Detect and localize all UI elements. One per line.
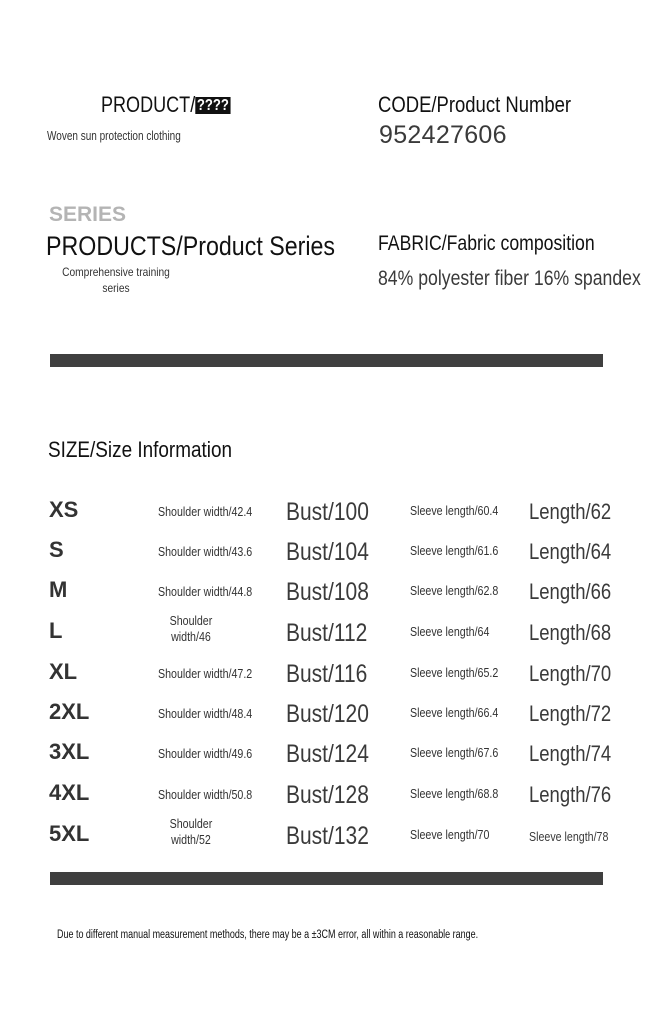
sleeve-length: Sleeve length/65.2 xyxy=(410,665,499,680)
fabric-composition: 84% polyester fiber 16% spandex xyxy=(378,267,641,290)
size-label: XL xyxy=(49,659,78,684)
sleeve-length: Sleeve length/64 xyxy=(410,624,490,639)
bust: Bust/128 xyxy=(286,781,369,809)
series-title: PRODUCTS/Product Series xyxy=(46,231,336,261)
divider-top xyxy=(50,354,603,367)
series-watermark: SERIES xyxy=(49,203,127,226)
size-row-s xyxy=(0,534,653,574)
sleeve-length: Sleeve length/67.6 xyxy=(410,745,499,760)
product-title-prefix: PRODUCT/ xyxy=(101,92,196,117)
shoulder-width: Shoulder width/49.6 xyxy=(158,746,253,761)
series-description xyxy=(45,264,187,296)
shoulder-width: Shoulder width/42.4 xyxy=(158,504,253,519)
size-label: M xyxy=(49,577,68,602)
length: Length/72 xyxy=(529,701,612,726)
product-description: Woven sun protection clothing xyxy=(47,129,181,143)
size-label: L xyxy=(49,618,63,643)
bust: Bust/100 xyxy=(286,498,369,526)
bust: Bust/120 xyxy=(286,700,369,728)
size-row-l xyxy=(0,615,653,655)
sleeve-length: Sleeve length/66.4 xyxy=(410,705,499,720)
size-row-3xl xyxy=(0,736,653,776)
fabric-title: FABRIC/Fabric composition xyxy=(378,232,595,255)
length: Length/70 xyxy=(529,661,612,686)
bust: Bust/124 xyxy=(286,740,369,768)
length: Length/74 xyxy=(529,741,612,766)
bust: Bust/132 xyxy=(286,822,369,850)
sleeve-length: Sleeve length/62.8 xyxy=(410,583,499,598)
shoulder-width: Shoulder width/50.8 xyxy=(158,787,253,802)
code-title: CODE/Product Number xyxy=(378,92,572,117)
shoulder-width: Shoulder width/47.2 xyxy=(158,666,253,681)
length: Length/68 xyxy=(529,620,612,645)
size-row-xl xyxy=(0,656,653,696)
shoulder-width: Shoulder width/46 xyxy=(169,613,213,644)
sleeve-length: Sleeve length/60.4 xyxy=(410,503,499,518)
bust: Bust/112 xyxy=(286,619,368,647)
product-title xyxy=(101,92,231,118)
measurement-footnote: Due to different manual measurement methods, there may be a ±3CM error, all within a reasonable range. xyxy=(57,929,479,941)
size-row-4xl xyxy=(0,777,653,817)
sleeve-length: Sleeve length/70 xyxy=(410,827,490,842)
series-description-line2: series xyxy=(102,281,130,295)
sleeve-length: Sleeve length/68.8 xyxy=(410,786,499,801)
sleeve-length: Sleeve length/61.6 xyxy=(410,543,499,558)
size-label: 5XL xyxy=(49,821,90,846)
size-heading: SIZE/Size Information xyxy=(48,437,233,462)
length: Length/66 xyxy=(529,579,612,604)
size-row-2xl xyxy=(0,696,653,736)
length: Length/62 xyxy=(529,499,612,524)
bust: Bust/116 xyxy=(286,660,368,688)
size-label: 4XL xyxy=(49,780,90,805)
size-row-m xyxy=(0,574,653,614)
shoulder-width: Shoulder width/48.4 xyxy=(158,706,253,721)
length: Sleeve length/78 xyxy=(529,829,609,844)
series-description-line1: Comprehensive training xyxy=(62,265,170,279)
size-label: XS xyxy=(49,497,79,522)
shoulder-width: Shoulder width/43.6 xyxy=(158,544,253,559)
length: Length/76 xyxy=(529,782,612,807)
size-row-xs xyxy=(0,494,653,534)
bust: Bust/108 xyxy=(286,578,369,606)
product-number: 952427606 xyxy=(379,121,507,149)
size-label: S xyxy=(49,537,64,562)
length: Length/64 xyxy=(529,539,612,564)
size-label: 3XL xyxy=(49,739,90,764)
divider-bottom xyxy=(50,872,603,885)
shoulder-width: Shoulder width/52 xyxy=(169,816,213,847)
size-row-5xl xyxy=(0,818,653,858)
shoulder-width: Shoulder width/44.8 xyxy=(158,584,253,599)
size-label: 2XL xyxy=(49,699,90,724)
product-title-missing-glyphs: ???? xyxy=(196,97,229,114)
bust: Bust/104 xyxy=(286,538,369,566)
